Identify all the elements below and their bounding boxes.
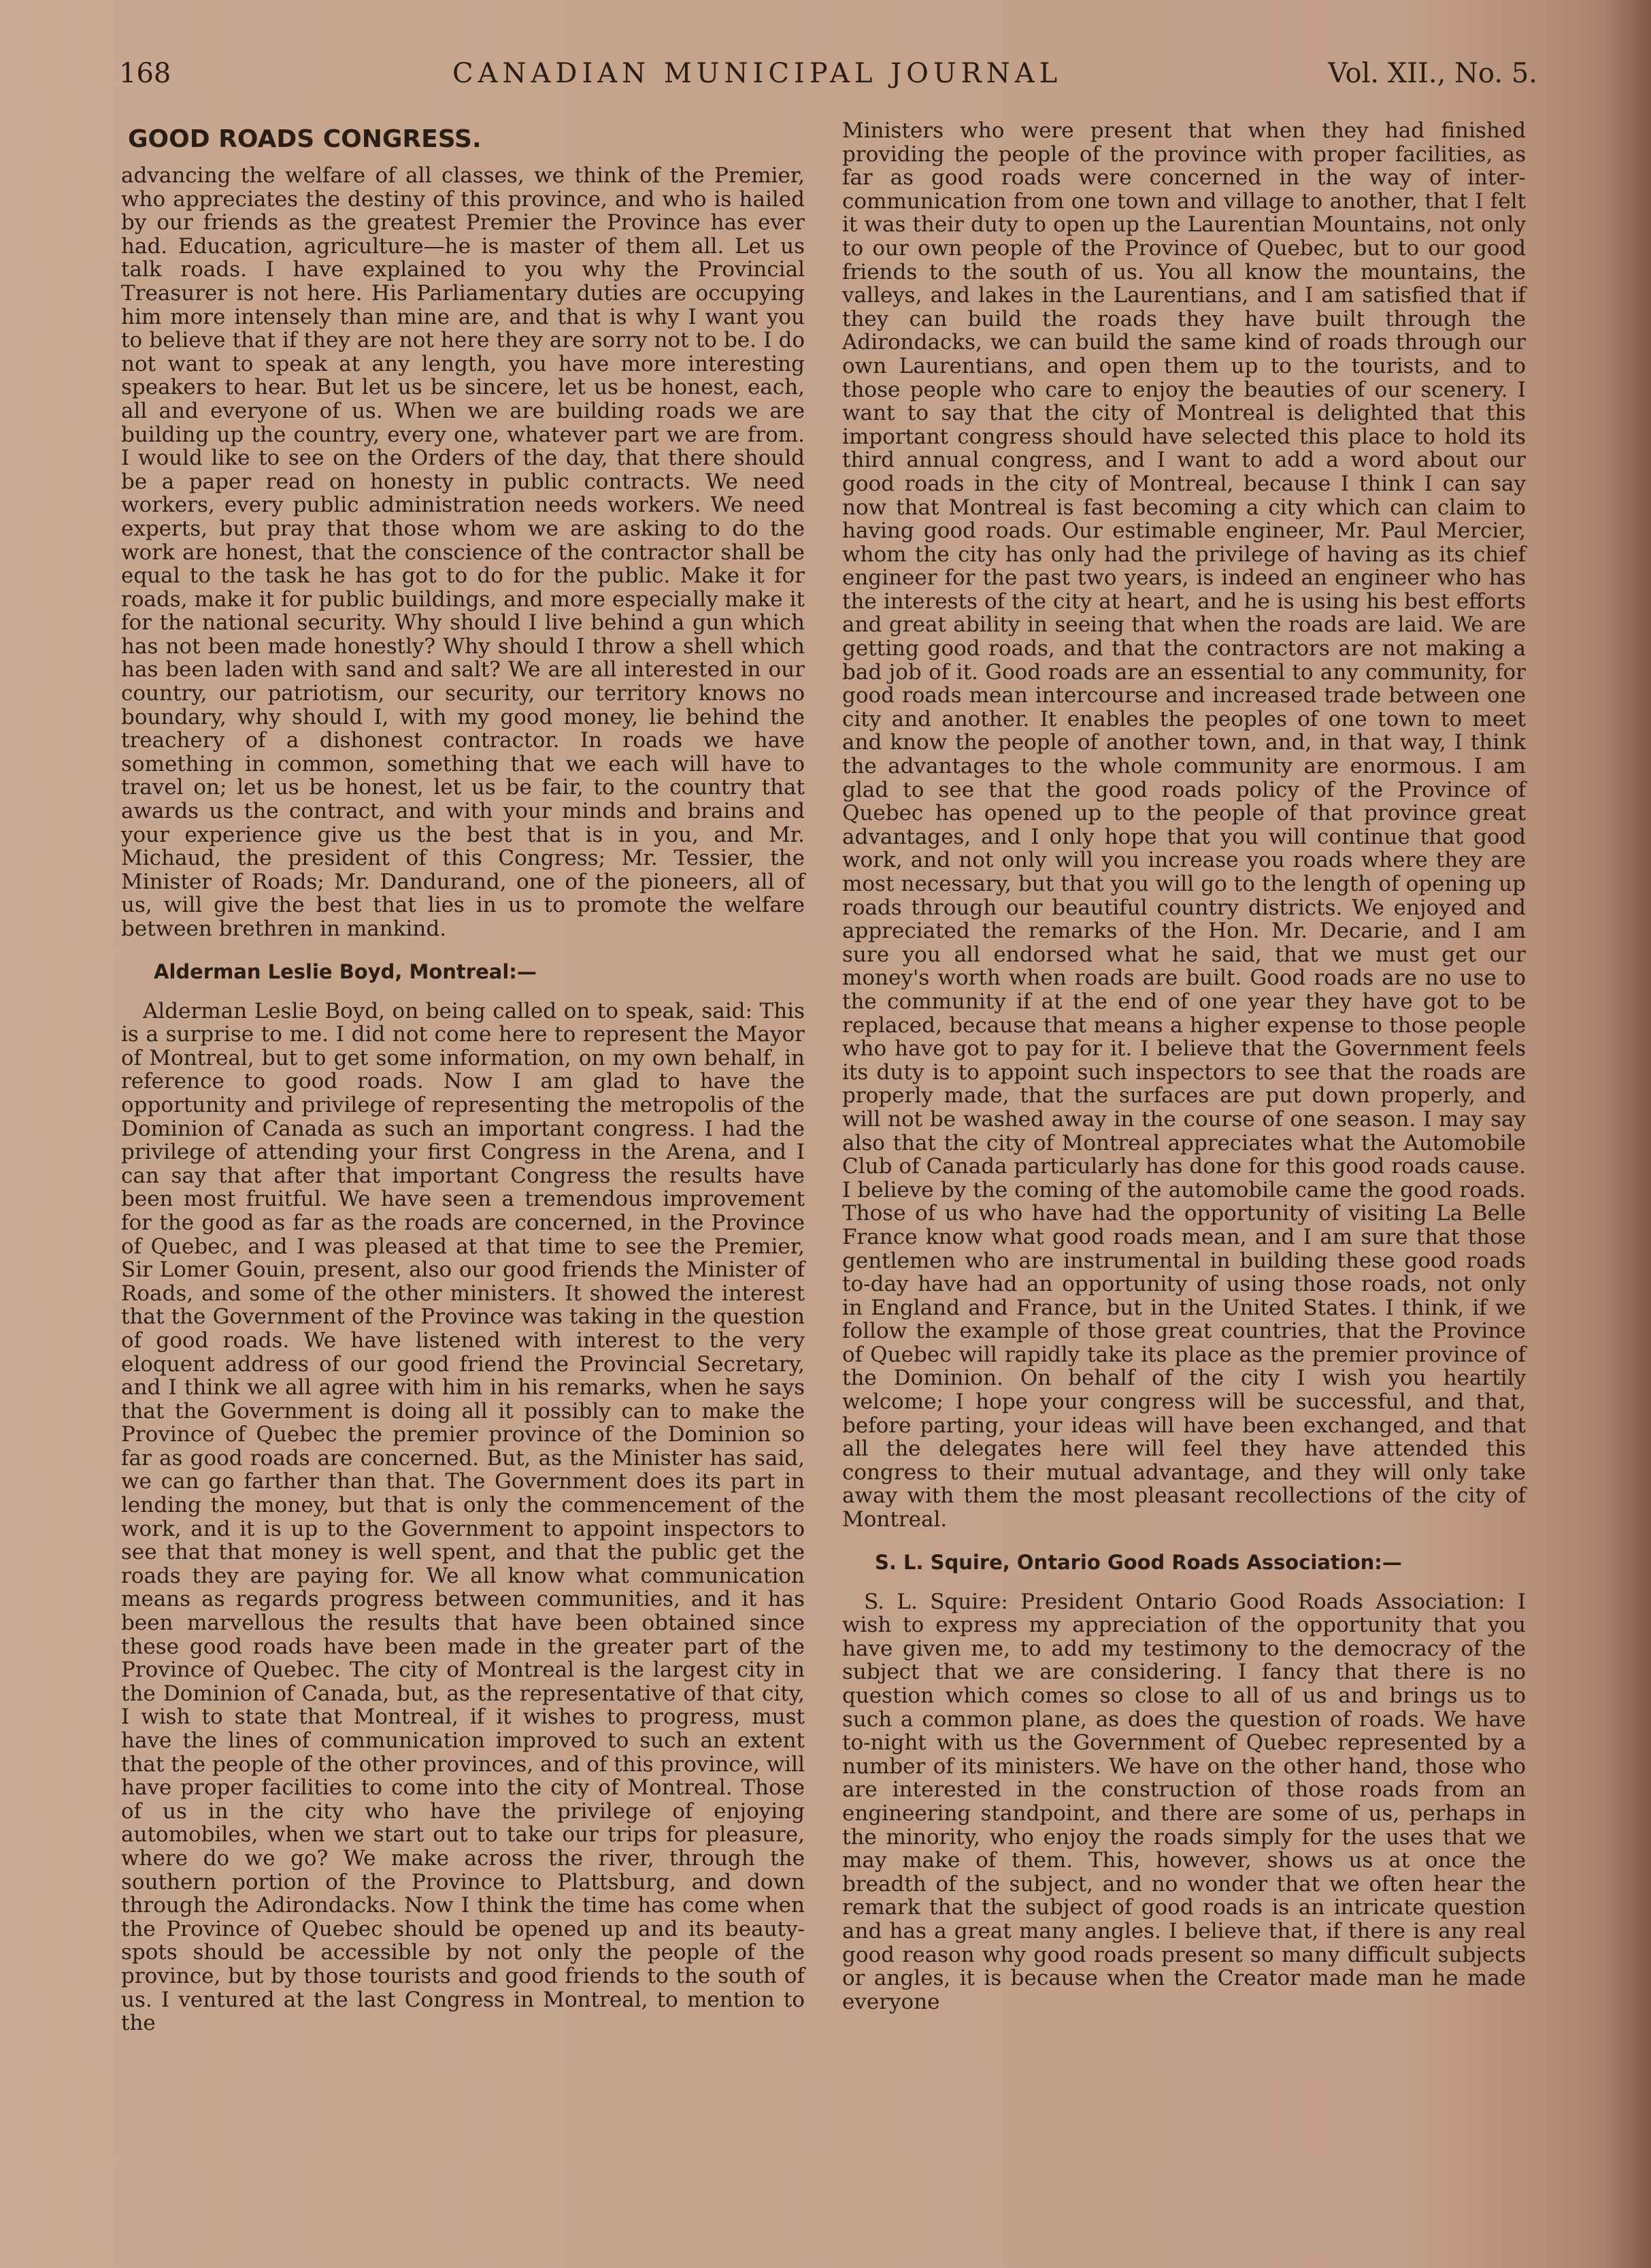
journal-title: CANADIAN MUNICIPAL JOURNAL: [452, 58, 1063, 89]
section-title: GOOD ROADS CONGRESS.: [128, 125, 482, 153]
speaker-heading: S. L. Squire, Ontario Good Roads Association:—: [875, 1550, 1402, 1574]
speech-paragraph: S. L. Squire: President Ontario Good Roads Association: I wish to express my appreciation of the opportunity that you have given me, to add my testimony to the democracy of the subject that we are considering. I fancy that there is no question which comes so close to all of us and brings us to such a common plane, as does the question of roads. We have to-night with us the Government of Quebec represented by a number of its ministers. We have on the other hand, those who are interested in the construction of those roads from an engineering standpoint, and there are some of us, perhaps in the minority, who enjoy the roads simply for the uses that we may make of them. This, however, shows us at once the breadth of the subject, and no wonder that we often hear the remark that the subject of good roads is an intricate question and has a great many angles. I believe that, if there is any real good reason why good roads present so many difficult subjects or angles, it is because when the Creator made man he made everyone: [842, 1589, 1526, 2014]
volume-issue: Vol. XII., No. 5.: [1328, 58, 1537, 89]
left-column: [121, 126, 805, 2035]
speech-paragraph: advancing the welfare of all classes, we think of the Premier, who appreciates the destiny of this province, and who is hailed by our friends as the greatest Premier the Province has ever had. Education, agriculture—he is master of them all. Let us talk roads. I have explained to you why the Provincial Treasurer is not here. His Parliamentary duties are occupying him more intensely than mine are, and that is why I want you to believe that if they are not here they are sorry not to be. I do not want to speak at any length, you have more interesting speakers to hear. But let us be sincere, let us be honest, each, all and everyone of us. When we are building roads we are building up the country, every one, whatever part we are from. I would like to see on the Orders of the day, that there should be a paper read on honesty in public contracts. We need workers, every public administration needs workers. We need experts, but pray that those whom we are asking to do the work are honest, that the conscience of the contractor shall be equal to the task he has got to do for the public. Make it for roads, make it for public buildings, and more especially make it for the national security. Why should I live behind a gun which has not been made honestly? Why should I throw a shell which has been laden with sand and salt? We are all interested in our country, our patriotism, our security, our territory knows no boundary, why should I, with my good money, lie behind the treachery of a dishonest contractor. In roads we have something in common, something that we each will have to travel on; let us be honest, let us be fair, to the country that awards us the contract, and with your minds and brains and your experience give us the best that is in you, and Mr. Michaud, the president of this Congress; Mr. Tessier, the Minister of Roads; Mr. Dandurand, one of the pioneers, all of us, will give the best that lies in us to promote the welfare between brethren in mankind.: [121, 163, 805, 941]
page-edge-shadow: [1610, 0, 1651, 2268]
right-column: [842, 119, 1526, 2014]
speaker-heading: Alderman Leslie Boyd, Montreal:—: [154, 959, 537, 983]
speech-paragraph: Alderman Leslie Boyd, on being called on to speak, said: This is a surprise to me. I did not come here to represent the Mayor of Montreal, but to get some information, on my own behalf, in reference to good roads. Now I am glad to have the opportunity and privilege of representing the metropolis of the Dominion of Canada as such an important congress. I had the privilege of attending your first Congress in the Arena, and I can say that after that important Congress the results have been most fruitful. We have seen a tremendous improvement for the good as far as the roads are concerned, in the Province of Quebec, and I was pleased at that time to see the Premier, Sir Lomer Gouin, present, also our good friends the Minister of Roads, and some of the other ministers. It showed the interest that the Government of the Province was taking in the question of good roads. We have listened with interest to the very eloquent address of our good friend the Provincial Secretary, and I think we all agree with him in his remarks, when he says that the Government is doing all it possibly can to make the Province of Quebec the premier province of the Dominion so far as good roads are concerned. But, as the Minister has said, we can go farther than that. The Government does its part in lending the money, but that is only the commencement of the work, and it is up to the Government to appoint inspectors to see that that money is well spent, and that the public get the roads they are paying for. We all know what communication means as regards progress between communities, and it has been marvellous the results that have been obtained since these good roads have been made in the greater part of the Province of Quebec. The city of Montreal is the largest city in the Dominion of Canada, but, as the representative of that city, I wish to state that Montreal, if it wishes to progress, must have the lines of communication improved to such an extent that the people of the other provinces, and of this province, will have proper facilities to come into the city of Montreal. Those of us in the city who have the privilege of enjoying automobiles, when we start out to take our trips for pleasure, where do we go? We make across the river, through the southern portion of the Province to Plattsburg, and down through the Adirondacks. Now I think the time has come when the Province of Quebec should be opened up and its beauty-spots should be accessible by not only the people of the province, but by those tourists and good friends to the south of us. I ventured at the last Congress in Montreal, to mention to the: [121, 998, 805, 2036]
running-header: [119, 53, 1537, 94]
speech-paragraph: Ministers who were present that when they had finished providing the people of the province with proper facilities, as far as good roads were concerned in the way of inter-communication from one town and village to another, that I felt it was their duty to open up the Laurentian Mountains, not only to our own people of the Province of Quebec, but to our good friends to the south of us. You all know the mountains, the valleys, and lakes in the Laurentians, and I am satisfied that if they can build the roads they have built through the Adirondacks, we can build the same kind of roads through our own Laurentians, and open them up to the tourists, and to those people who care to enjoy the beauties of our scenery. I want to say that the city of Montreal is delighted that this important congress should have selected this place to hold its third annual congress, and I want to add a word about our good roads in the city of Montreal, because I think I can say now that Montreal is fast becoming a city which can claim to having good roads. Our estimable engineer, Mr. Paul Mercier, whom the city has only had the privilege of having as its chief engineer for the past two years, is indeed an engineer who has the interests of the city at heart, and he is using his best efforts and great ability in seeing that when the roads are laid. We are getting good roads, and that the contractors are not making a bad job of it. Good roads are an essential to any community, for good roads mean intercourse and increased trade between one city and another. It enables the peoples of one town to meet and know the people of another town, and, in that way, I think the advantages to the whole community are enormous. I am glad to see that the good roads policy of the Province of Quebec has opened up to the people of that province great advantages, and I only hope that you will continue that good work, and not only will you increase you roads where they are most necessary, but that you will go to the length of opening up roads through our beautiful country districts. We enjoyed and appreciated the remarks of the Hon. Mr. Decarie, and I am sure you all endorsed what he said, that we must get our money's worth when roads are built. Good roads are no use to the community if at the end of one year they have got to be replaced, because that means a higher expense to those people who have got to pay for it. I believe that the Government feels its duty is to appoint such inspectors to see that the roads are properly made, that the surfaces are put down properly, and will not be washed away in the course of one season. I may say also that the city of Montreal appreciates what the Automobile Club of Canada particularly has done for this good roads cause. I believe by the coming of the automobile came the good roads. Those of us who have had the opportunity of visiting La Belle France know what good roads mean, and I am sure that those gentlemen who are instrumental in building these good roads to-day have had an opportunity of using those roads, not only in England and France, but in the United States. I think, if we follow the example of those great countries, that the Province of Quebec will rapidly take its place as the premier province of the Dominion. On behalf of the city I wish you heartily welcome; I hope your congress will be successful, and that, before parting, your ideas will have been exchanged, and that all the delegates here will feel they have attended this congress to their mutual advantage, and they will only take away with them the most pleasant recollections of the city of Montreal.: [842, 118, 1526, 1532]
page-number: 168: [119, 58, 171, 89]
